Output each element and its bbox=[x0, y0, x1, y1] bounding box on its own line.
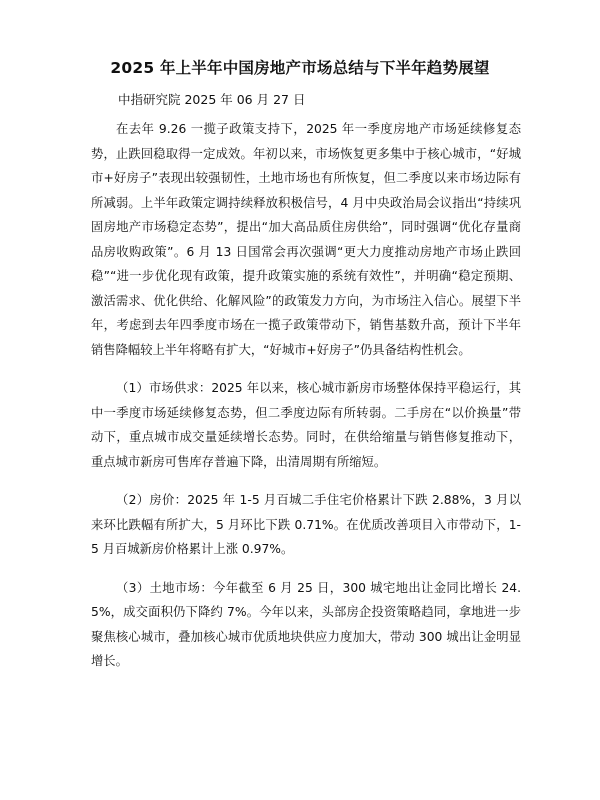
paragraph-market-supply-demand: （1）市场供求：2025 年以来，核心城市新房市场整体保持平稳运行，其中一季度市场延续修复态势，但二季度边际有所转弱。二手房在“以价换量”带动下，重点城市成交量延续增长态势。同时，在供给缩量与销售修复推动下，重点城市新房可售库存普遍下降，出清周期有所缩短。 bbox=[91, 381, 521, 469]
article-body bbox=[91, 117, 521, 688]
paragraph-housing-prices: （2）房价：2025 年 1-5 月百城二手住宅价格累计下跌 2.88%，3 月以来环比跌幅有所扩大，5 月环比下跌 0.71%。在优质改善项目入市带动下，1-5 月百城新房价格累计上涨 0.97%。 bbox=[91, 493, 521, 556]
paragraph-land-market: （3）土地市场：今年截至 6 月 25 日，300 城宅地出让金同比增长 24.5%，成交面积仍下降约 7%。今年以来，头部房企投资策略趋同，拿地进一步聚焦核心城市，叠加核心城市优质地块供应力度加大，带动 300 城出让金明显增长。 bbox=[91, 580, 521, 668]
source-date-line: 中指研究院 2025 年 06 月 27 日 bbox=[118, 92, 306, 107]
paragraph-intro: 在去年 9.26 一揽子政策支持下，2025 年一季度房地产市场延续修复态势，止跌回稳取得一定成效。年初以来，市场恢复更多集中于核心城市，“好城市+好房子”表现出较强韧性，土地市场也有所恢复，但二季度以来市场边际有所减弱。上半年政策定调持续释放积极信号，4 月中央政治局会议指出“持续巩固房地产市场稳定态势”，提出“加大高品质住房供给”，同时强调“优化存量商品房收购政策”。6 月 13 日国常会再次强调“更大力度推动房地产市场止跌回稳”“进一步优化现有政策，提升政策实施的系统有效性”，并明确“稳定预期、激活需求、优化供给、化解风险”的政策发力方向，为市场注入信心。展望下半年，考虑到去年四季度市场在一揽子政策带动下，销售基数升高，预计下半年销售降幅较上半年将略有扩大，“好城市+好房子”仍具备结构性机会。 bbox=[91, 122, 521, 357]
page-title: 2025 年上半年中国房地产市场总结与下半年趋势展望 bbox=[110, 59, 490, 77]
